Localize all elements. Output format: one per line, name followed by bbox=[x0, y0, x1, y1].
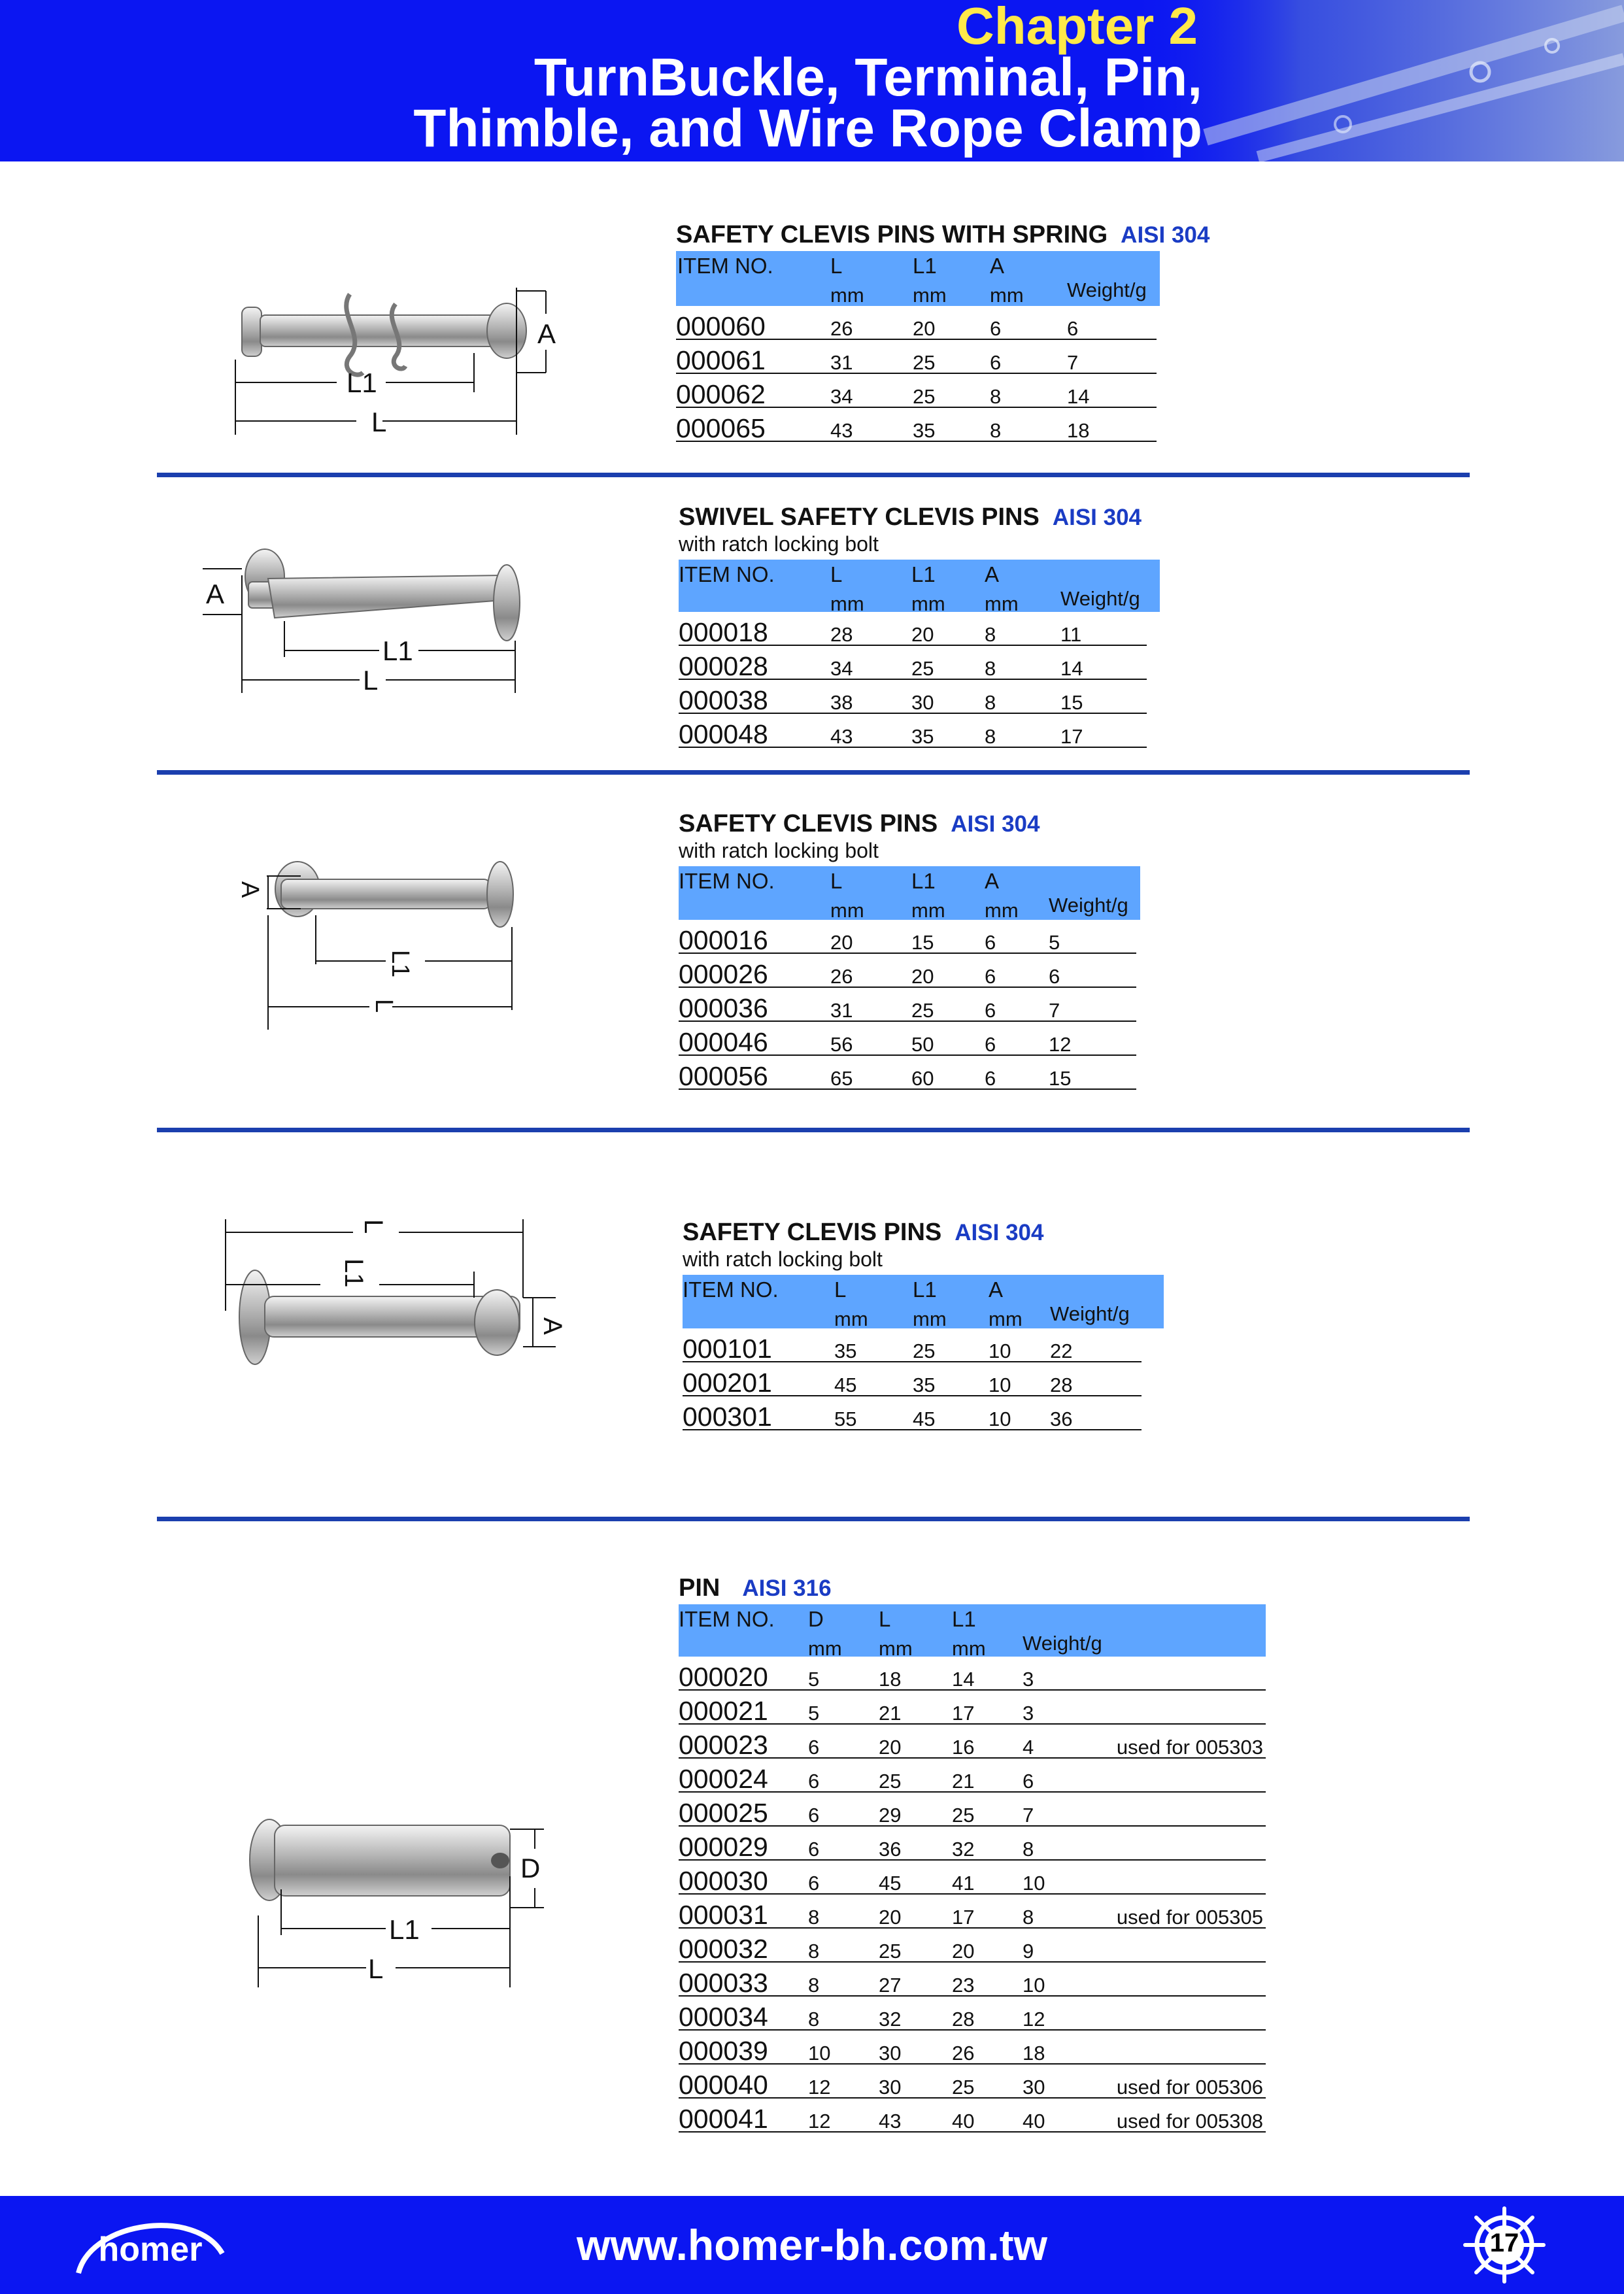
dimension-value: 6 bbox=[808, 1838, 820, 1861]
weight-value: 14 bbox=[1060, 657, 1083, 680]
dimension-value: 35 bbox=[834, 1340, 857, 1362]
item-number: 000046 bbox=[679, 1027, 768, 1057]
table-row bbox=[679, 1963, 1266, 1997]
dim-label-d: D bbox=[520, 1853, 541, 1883]
dim-label-l: L bbox=[370, 999, 398, 1013]
header-col2: L1 bbox=[913, 254, 937, 278]
weight-value: 18 bbox=[1067, 419, 1090, 442]
safety-clevis-pin-spring-drawing bbox=[216, 275, 582, 438]
dimension-value: 6 bbox=[808, 1736, 820, 1759]
product-section-swivel-clevis bbox=[679, 505, 1160, 748]
dimension-value: 21 bbox=[879, 1702, 902, 1725]
weight-value: 4 bbox=[1023, 1736, 1034, 1759]
dimension-value: 10 bbox=[989, 1408, 1011, 1430]
weight-value: 17 bbox=[1060, 725, 1083, 748]
table-row bbox=[683, 1362, 1142, 1396]
dimension-value: 38 bbox=[830, 691, 853, 714]
section-title bbox=[679, 505, 1160, 533]
header-col3: A bbox=[989, 1277, 1004, 1302]
weight-value: 18 bbox=[1023, 2042, 1045, 2065]
header-weight: Weight/g bbox=[1049, 894, 1128, 917]
dimension-value: 56 bbox=[830, 1033, 853, 1056]
dimension-value: 6 bbox=[808, 1770, 820, 1793]
item-number: 000065 bbox=[676, 413, 766, 443]
table-row bbox=[676, 306, 1157, 340]
dim-label-a: A bbox=[206, 579, 225, 609]
dim-label-l1: L1 bbox=[386, 950, 414, 978]
table-row bbox=[683, 1396, 1142, 1430]
item-number: 000025 bbox=[679, 1798, 768, 1828]
dimension-value: 10 bbox=[989, 1374, 1011, 1396]
dim-label-l: L bbox=[368, 1953, 384, 1984]
item-number: 000040 bbox=[679, 2070, 768, 2100]
dim-label-l: L bbox=[363, 665, 379, 696]
header-col1: L bbox=[830, 562, 843, 586]
dimension-value: 6 bbox=[985, 999, 996, 1022]
dim-label-a: A bbox=[538, 1317, 567, 1335]
item-number: 000034 bbox=[679, 2002, 768, 2032]
weight-value: 10 bbox=[1023, 1974, 1045, 1997]
table-body bbox=[679, 1657, 1266, 2133]
item-number: 000036 bbox=[679, 993, 768, 1023]
section-title bbox=[679, 1576, 1266, 1604]
table-row bbox=[679, 2065, 1266, 2099]
dimension-value: 6 bbox=[985, 965, 996, 988]
table-body bbox=[676, 306, 1160, 442]
page-number: 17 bbox=[1489, 2229, 1519, 2257]
usage-note: used for 005303 bbox=[1116, 1736, 1263, 1759]
header-item-no: ITEM NO. bbox=[679, 1607, 775, 1631]
header-col3: A bbox=[990, 254, 1005, 278]
item-number: 000301 bbox=[683, 1402, 772, 1432]
dimension-value: 65 bbox=[830, 1067, 853, 1090]
item-number: 000032 bbox=[679, 1934, 768, 1964]
dimension-value: 45 bbox=[913, 1408, 936, 1430]
table-row bbox=[679, 1657, 1266, 1691]
dimension-value: 6 bbox=[808, 1872, 820, 1895]
dimension-value: 10 bbox=[808, 2042, 831, 2065]
weight-value: 8 bbox=[1023, 1906, 1034, 1929]
dimension-value: 17 bbox=[952, 1702, 975, 1725]
item-number: 000024 bbox=[679, 1764, 768, 1794]
dim-label-l1: L1 bbox=[382, 635, 413, 666]
dimension-value: 8 bbox=[808, 2008, 820, 2031]
table-row bbox=[679, 612, 1147, 646]
dimension-value: 8 bbox=[808, 1974, 820, 1997]
dimension-value: 8 bbox=[985, 725, 996, 748]
dimension-value: 43 bbox=[879, 2110, 902, 2133]
section-title-text: SAFETY CLEVIS PINS WITH SPRING bbox=[676, 221, 1108, 248]
dimension-value: 12 bbox=[808, 2110, 831, 2133]
dimension-value: 30 bbox=[879, 2042, 902, 2065]
header-col2: L bbox=[879, 1607, 891, 1631]
table-row bbox=[679, 1691, 1266, 1725]
weight-value: 36 bbox=[1050, 1408, 1073, 1430]
item-number: 000039 bbox=[679, 2036, 768, 2066]
table-row bbox=[679, 920, 1136, 954]
table-row bbox=[679, 1827, 1266, 1861]
table-header bbox=[683, 1275, 1164, 1328]
header-col3: A bbox=[985, 869, 1000, 893]
item-number: 000021 bbox=[679, 1696, 768, 1726]
item-number: 000201 bbox=[683, 1368, 772, 1398]
dimension-value: 25 bbox=[911, 657, 934, 680]
header-unit1: mm bbox=[830, 284, 864, 307]
weight-value: 7 bbox=[1067, 351, 1079, 374]
weight-value: 6 bbox=[1067, 317, 1079, 340]
chapter-label: Chapter 2 bbox=[956, 0, 1198, 55]
table-row bbox=[679, 1929, 1266, 1963]
dimension-value: 15 bbox=[911, 931, 934, 954]
item-number: 000029 bbox=[679, 1832, 768, 1862]
table-row bbox=[679, 1725, 1266, 1759]
dimension-value: 31 bbox=[830, 999, 853, 1022]
section-divider bbox=[157, 473, 1470, 477]
dim-label-a: A bbox=[537, 318, 556, 349]
header-item-no: ITEM NO. bbox=[679, 562, 775, 586]
weight-value: 28 bbox=[1050, 1374, 1073, 1396]
dimension-value: 50 bbox=[911, 1033, 934, 1056]
dim-label-l1: L1 bbox=[389, 1914, 420, 1945]
item-number: 000030 bbox=[679, 1866, 768, 1896]
header-unit2: mm bbox=[913, 284, 947, 307]
table-row bbox=[679, 2031, 1266, 2065]
dimension-value: 25 bbox=[879, 1940, 902, 1963]
dimension-value: 32 bbox=[952, 1838, 975, 1861]
dim-label-l1: L1 bbox=[339, 1258, 368, 1288]
header-weight: Weight/g bbox=[1067, 278, 1147, 301]
item-number: 000061 bbox=[676, 345, 766, 375]
dimension-value: 45 bbox=[879, 1872, 902, 1895]
header-unit2: mm bbox=[911, 899, 945, 922]
item-number: 000020 bbox=[679, 1662, 768, 1692]
header-weight: Weight/g bbox=[1060, 587, 1140, 610]
table-row bbox=[679, 988, 1136, 1022]
dimension-value: 34 bbox=[830, 385, 853, 408]
dimension-value: 6 bbox=[990, 351, 1002, 374]
item-number: 000101 bbox=[683, 1334, 772, 1364]
dimension-value: 21 bbox=[952, 1770, 975, 1793]
table-row bbox=[676, 340, 1157, 374]
dimension-value: 25 bbox=[952, 2076, 975, 2099]
weight-value: 10 bbox=[1023, 1872, 1045, 1895]
dimension-value: 26 bbox=[952, 2042, 975, 2065]
header-unit2: mm bbox=[913, 1307, 947, 1330]
swivel-safety-clevis-pin-drawing bbox=[203, 543, 556, 713]
section-subtitle: with ratch locking bolt bbox=[679, 839, 879, 862]
header-unit1: mm bbox=[830, 899, 864, 922]
item-number: 000031 bbox=[679, 1900, 768, 1930]
table-body bbox=[679, 612, 1160, 748]
weight-value: 15 bbox=[1049, 1067, 1072, 1090]
section-divider bbox=[157, 1128, 1470, 1132]
dimension-value: 30 bbox=[879, 2076, 902, 2099]
product-section-pin bbox=[679, 1576, 1266, 2133]
table-header bbox=[676, 251, 1160, 306]
dimension-value: 23 bbox=[952, 1974, 975, 1997]
weight-value: 11 bbox=[1060, 623, 1082, 646]
section-title-text: SAFETY CLEVIS PINS bbox=[683, 1219, 942, 1246]
header-item-no: ITEM NO. bbox=[677, 254, 773, 278]
weight-value: 8 bbox=[1023, 1838, 1034, 1861]
weight-value: 12 bbox=[1023, 2008, 1045, 2031]
dimension-value: 32 bbox=[879, 2008, 902, 2031]
header-col3: L1 bbox=[952, 1607, 976, 1631]
safety-clevis-pin-large-drawing bbox=[216, 1213, 569, 1402]
dimension-value: 34 bbox=[830, 657, 853, 680]
header-col2: L1 bbox=[911, 562, 936, 586]
material-grade: AISI 304 bbox=[955, 1220, 1044, 1245]
table-body bbox=[683, 1328, 1164, 1430]
weight-value: 6 bbox=[1023, 1770, 1034, 1793]
section-title bbox=[679, 811, 1140, 840]
pin-drawing bbox=[242, 1811, 569, 1994]
header-col2: L1 bbox=[913, 1277, 937, 1302]
dimension-value: 20 bbox=[911, 623, 934, 646]
dim-label-l: L bbox=[371, 407, 387, 437]
dimension-value: 8 bbox=[990, 385, 1002, 408]
section-subtitle: with ratch locking bolt bbox=[683, 1247, 883, 1271]
weight-value: 7 bbox=[1023, 1804, 1034, 1827]
dimension-value: 30 bbox=[911, 691, 934, 714]
dimension-value: 18 bbox=[879, 1668, 902, 1691]
header-unit2: mm bbox=[911, 592, 945, 615]
header-col1: L bbox=[830, 869, 843, 893]
table-row bbox=[679, 1997, 1266, 2031]
dimension-value: 35 bbox=[911, 725, 934, 748]
header-item-no: ITEM NO. bbox=[683, 1277, 779, 1302]
dimension-value: 60 bbox=[911, 1067, 934, 1090]
dimension-value: 26 bbox=[830, 317, 853, 340]
usage-note: used for 005308 bbox=[1116, 2110, 1263, 2133]
dimension-value: 43 bbox=[830, 725, 853, 748]
dim-label-l: L bbox=[359, 1219, 388, 1234]
item-number: 000056 bbox=[679, 1061, 768, 1091]
section-divider bbox=[157, 1517, 1470, 1521]
dimension-value: 31 bbox=[830, 351, 853, 374]
table-row bbox=[676, 374, 1157, 408]
table-row bbox=[679, 1895, 1266, 1929]
section-title bbox=[683, 1220, 1164, 1249]
dimension-value: 8 bbox=[808, 1940, 820, 1963]
dimension-value: 26 bbox=[830, 965, 853, 988]
weight-value: 3 bbox=[1023, 1668, 1034, 1691]
material-grade: AISI 304 bbox=[1052, 505, 1142, 530]
logo-text: homer bbox=[98, 2231, 203, 2269]
dimension-value: 43 bbox=[830, 419, 853, 442]
item-number: 000041 bbox=[679, 2104, 768, 2134]
dimension-value: 28 bbox=[830, 623, 853, 646]
chapter-title-line2: Thimble, and Wire Rope Clamp bbox=[413, 99, 1202, 158]
dimension-value: 40 bbox=[952, 2110, 975, 2133]
section-title-text: SAFETY CLEVIS PINS bbox=[679, 810, 938, 837]
dimension-value: 6 bbox=[808, 1804, 820, 1827]
dimension-value: 16 bbox=[952, 1736, 975, 1759]
dimension-value: 25 bbox=[879, 1770, 902, 1793]
usage-note: used for 005306 bbox=[1116, 2076, 1263, 2099]
header-weight: Weight/g bbox=[1050, 1302, 1130, 1325]
header-unit1: mm bbox=[808, 1637, 842, 1660]
dimension-value: 5 bbox=[808, 1668, 820, 1691]
weight-value: 9 bbox=[1023, 1940, 1034, 1963]
item-number: 000060 bbox=[676, 311, 766, 341]
product-section-safety-clevis-b bbox=[683, 1220, 1164, 1430]
dimension-value: 35 bbox=[913, 1374, 936, 1396]
table-header bbox=[679, 866, 1140, 920]
dimension-value: 8 bbox=[990, 419, 1002, 442]
item-number: 000038 bbox=[679, 685, 768, 715]
weight-value: 12 bbox=[1049, 1033, 1072, 1056]
table-row bbox=[679, 1022, 1136, 1056]
dimension-value: 10 bbox=[989, 1340, 1011, 1362]
table-header bbox=[679, 560, 1160, 615]
dimension-value: 17 bbox=[952, 1906, 975, 1929]
material-grade: AISI 304 bbox=[1121, 222, 1210, 248]
page-footer bbox=[0, 2196, 1624, 2294]
dimension-value: 20 bbox=[952, 1940, 975, 1963]
dimension-value: 8 bbox=[985, 623, 996, 646]
weight-value: 5 bbox=[1049, 931, 1060, 954]
item-number: 000062 bbox=[676, 379, 766, 409]
section-title-text: PIN bbox=[679, 1574, 720, 1602]
table-row bbox=[679, 1759, 1266, 1793]
section-subtitle: with ratch locking bolt bbox=[679, 532, 879, 556]
header-unit1: mm bbox=[830, 592, 864, 615]
item-number: 000033 bbox=[679, 1968, 768, 1998]
header-unit3: mm bbox=[989, 1307, 1023, 1330]
dimension-value: 35 bbox=[913, 419, 936, 442]
weight-value: 40 bbox=[1023, 2110, 1045, 2133]
header-unit3: mm bbox=[952, 1637, 986, 1660]
table-row bbox=[683, 1328, 1142, 1362]
dimension-value: 41 bbox=[952, 1872, 975, 1895]
page-header bbox=[0, 0, 1624, 161]
table-row bbox=[679, 954, 1136, 988]
item-number: 000023 bbox=[679, 1730, 768, 1760]
dimension-value: 29 bbox=[879, 1804, 902, 1827]
dimension-value: 55 bbox=[834, 1408, 857, 1430]
dimension-value: 6 bbox=[990, 317, 1002, 340]
item-number: 000026 bbox=[679, 959, 768, 989]
weight-value: 15 bbox=[1060, 691, 1083, 714]
dimension-value: 20 bbox=[911, 965, 934, 988]
usage-note: used for 005305 bbox=[1116, 1906, 1263, 1929]
item-number: 000028 bbox=[679, 651, 768, 681]
dimension-value: 25 bbox=[913, 351, 936, 374]
header-unit2: mm bbox=[879, 1637, 913, 1660]
header-col2: L1 bbox=[911, 869, 936, 893]
website-url: www.homer-bh.com.tw bbox=[577, 2221, 1047, 2269]
dimension-value: 45 bbox=[834, 1374, 857, 1396]
dimension-value: 20 bbox=[913, 317, 936, 340]
item-number: 000018 bbox=[679, 617, 768, 647]
dimension-value: 25 bbox=[913, 1340, 936, 1362]
dimension-value: 20 bbox=[879, 1906, 902, 1929]
weight-value: 30 bbox=[1023, 2076, 1045, 2099]
dimension-value: 20 bbox=[830, 931, 853, 954]
table-row bbox=[679, 714, 1147, 748]
section-title-text: SWIVEL SAFETY CLEVIS PINS bbox=[679, 503, 1040, 531]
header-col1: L bbox=[834, 1277, 847, 1302]
dimension-value: 25 bbox=[911, 999, 934, 1022]
section-divider bbox=[157, 770, 1470, 775]
dimension-value: 6 bbox=[985, 1067, 996, 1090]
dimension-value: 20 bbox=[879, 1736, 902, 1759]
dimension-value: 5 bbox=[808, 1702, 820, 1725]
weight-value: 6 bbox=[1049, 965, 1060, 988]
dimension-value: 8 bbox=[985, 691, 996, 714]
weight-value: 7 bbox=[1049, 999, 1060, 1022]
dim-label-a: A bbox=[236, 881, 263, 898]
dimension-value: 8 bbox=[985, 657, 996, 680]
table-row bbox=[679, 2099, 1266, 2133]
section-title bbox=[676, 221, 1210, 251]
header-item-no: ITEM NO. bbox=[679, 869, 775, 893]
dimension-value: 14 bbox=[952, 1668, 975, 1691]
table-row bbox=[679, 646, 1147, 680]
safety-clevis-pin-drawing bbox=[229, 850, 530, 1033]
header-col1: D bbox=[808, 1607, 824, 1631]
header-unit3: mm bbox=[985, 592, 1019, 615]
header-col3: A bbox=[985, 562, 1000, 586]
dimension-value: 28 bbox=[952, 2008, 975, 2031]
item-number: 000016 bbox=[679, 925, 768, 955]
table-row bbox=[676, 408, 1157, 442]
table-row bbox=[679, 1861, 1266, 1895]
dimension-value: 36 bbox=[879, 1838, 902, 1861]
weight-value: 3 bbox=[1023, 1702, 1034, 1725]
dimension-value: 8 bbox=[808, 1906, 820, 1929]
dimension-value: 6 bbox=[985, 1033, 996, 1056]
header-col1: L bbox=[830, 254, 843, 278]
weight-value: 14 bbox=[1067, 385, 1090, 408]
dimension-value: 25 bbox=[952, 1804, 975, 1827]
weight-value: 22 bbox=[1050, 1340, 1073, 1362]
material-grade: AISI 304 bbox=[951, 811, 1040, 837]
table-body bbox=[679, 920, 1140, 1090]
table-row bbox=[679, 680, 1147, 714]
table-row bbox=[679, 1793, 1266, 1827]
header-unit3: mm bbox=[985, 899, 1019, 922]
product-section-clevis-spring bbox=[676, 221, 1210, 443]
item-number: 000048 bbox=[679, 719, 768, 749]
chapter-title-line1: TurnBuckle, Terminal, Pin, bbox=[533, 48, 1202, 107]
dimension-value: 25 bbox=[913, 385, 936, 408]
product-section-safety-clevis-a bbox=[679, 811, 1140, 1090]
material-grade: AISI 316 bbox=[742, 1576, 832, 1601]
table-row bbox=[679, 1056, 1136, 1090]
header-unit1: mm bbox=[834, 1307, 868, 1330]
dim-label-l1: L1 bbox=[347, 367, 377, 398]
header-weight: Weight/g bbox=[1023, 1632, 1102, 1655]
table-header bbox=[679, 1604, 1266, 1660]
dimension-value: 6 bbox=[985, 931, 996, 954]
dimension-value: 27 bbox=[879, 1974, 902, 1997]
dimension-value: 12 bbox=[808, 2076, 831, 2099]
header-unit3: mm bbox=[990, 284, 1024, 307]
